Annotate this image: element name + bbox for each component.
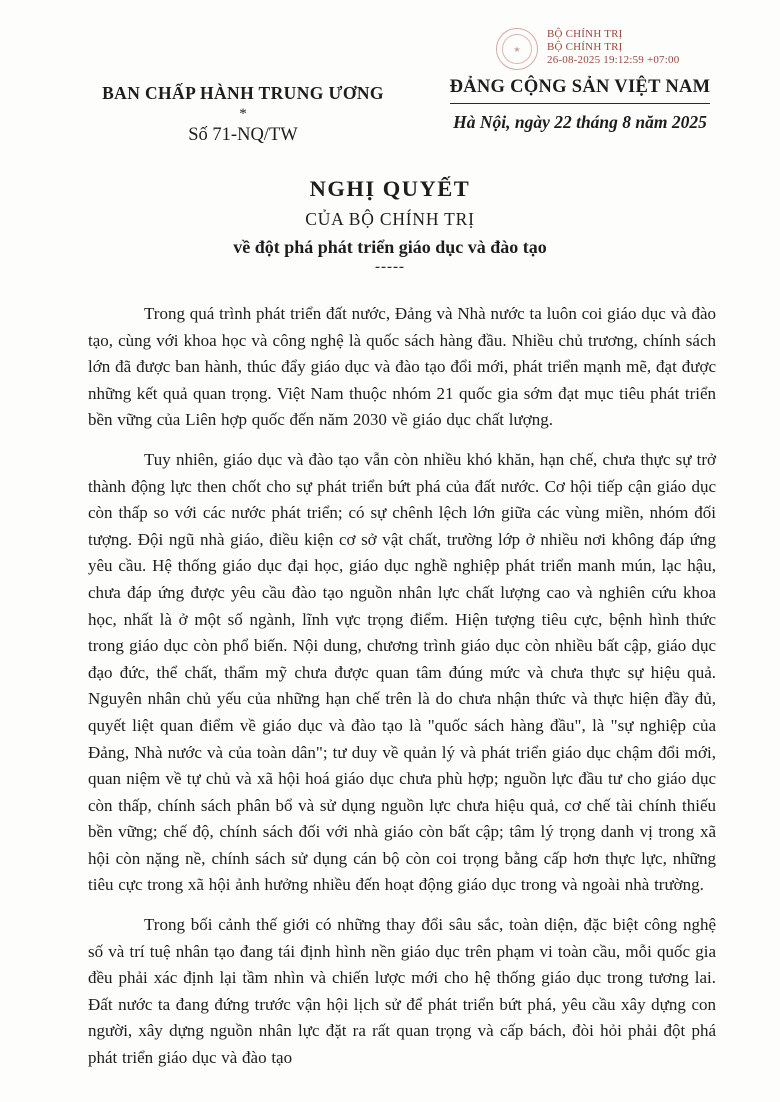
digital-signature-stamp [496, 28, 679, 70]
title-divider: ----- [375, 259, 405, 275]
document-body [88, 301, 716, 1085]
document-title: NGHỊ QUYẾT [309, 176, 471, 201]
body-paragraph-2: Tuy nhiên, giáo dục và đào tạo vẫn còn nhiều khó khăn, hạn chế, chưa thực sự trở thành động lực then chốt cho sự phát triển bứt phá của đất nước. Cơ hội tiếp cận giáo dục còn thấp so với các nước phát triển; có sự chênh lệch lớn giữa các vùng miền, nhóm đối tượng. Đội ngũ nhà giáo, điều kiện cơ sở vật chất, trường lớp ở nhiều nơi không đáp ứng yêu cầu. Hệ thống giáo dục đại học, giáo dục nghề nghiệp phát triển manh mún, lạc hậu, chưa đáp ứng được yêu cầu đào tạo nguồn nhân lực chất lượng cao và nghiên cứu khoa học, nhất là ở một số ngành, lĩnh vực trọng điểm. Hiện tượng tiêu cực, bệnh hình thức trong giáo dục còn phổ biến. Nội dung, chương trình giáo dục còn nhiều bất cập, giáo dục đạo đức, thể chất, thẩm mỹ chưa được quan tâm đúng mức và chưa thực sự hiệu quả. Nguyên nhân chủ yếu của những hạn chế trên là do chưa nhận thức và thực hiện đầy đủ, quyết liệt quan điểm về giáo dục và đào tạo là "quốc sách hàng đầu", là "sự nghiệp của Đảng, Nhà nước và của toàn dân"; tư duy về quản lý và phát triển giáo dục chậm đổi mới, quan niệm về tự chủ và xã hội hoá giáo dục chưa phù hợp; nguồn lực đầu tư cho giáo dục còn thấp, chính sách phân bổ và sử dụng nguồn lực chưa hiệu quả, cơ chế tài chính thiếu bền vững; chế độ, chính sách đối với nhà giáo còn bất cập; tâm lý trọng danh vị trong xã hội còn nặng nề, chính sách sử dụng cán bộ còn coi trọng bằng cấp hơn thực lực, những tiêu cực trong xã hội ảnh hưởng nhiều đến hoạt động giáo dục trong và ngoài nhà trường. [88, 449, 716, 895]
org-star-separator: * [239, 106, 247, 122]
letterhead-right [424, 77, 736, 133]
issuing-org-name: BAN CHẤP HÀNH TRUNG ƯƠNG [102, 83, 384, 103]
body-paragraph-3: Trong bối cảnh thế giới có những thay đổi sâu sắc, toàn diện, đặc biệt công nghệ số và trí tuệ nhân tạo đang tái định hình nền giáo dục trên phạm vi toàn cầu, mỗi quốc gia đều phải xác định lại tầm nhìn và chiến lược mới cho hệ thống giáo dục trong tương lai. Đất nước ta đang đứng trước vận hội lịch sử để phát triển bứt phá, yêu cầu xây dựng con người, xây dựng nguồn nhân lực đặt ra rất quan trọng và cấp bách, đòi hỏi phải đột phá phát triển giáo dục và đào tạo [88, 915, 716, 1068]
title-block [0, 176, 780, 276]
signature-signer-line1: BỘ CHÍNH TRỊ [547, 28, 623, 40]
signature-timestamp: 26-08-2025 19:12:59 +07:00 [547, 54, 680, 66]
signature-text-block [547, 28, 679, 67]
party-seal-icon [496, 28, 538, 70]
document-subject: về đột phá phát triển giáo dục và đào tạo [233, 237, 547, 257]
letterhead-left [62, 83, 424, 146]
document-number: Số 71-NQ/TW [188, 125, 298, 145]
place-date-line: Hà Nội, ngày 22 tháng 8 năm 2025 [453, 112, 707, 132]
seal-star-icon: ★ [513, 44, 521, 54]
party-seal-inner-ring [502, 34, 532, 64]
signature-signer-line2: BỘ CHÍNH TRỊ [547, 41, 623, 53]
document-title-issuer: CỦA BỘ CHÍNH TRỊ [305, 209, 475, 229]
party-name-heading: ĐẢNG CỘNG SẢN VIỆT NAM [450, 77, 711, 104]
body-paragraph-1: Trong quá trình phát triển đất nước, Đảng và Nhà nước ta luôn coi giáo dục và đào tạo, cùng với khoa học và công nghệ là quốc sách hàng đầu. Nhiều chủ trương, chính sách lớn đã được ban hành, thúc đẩy giáo dục và đào tạo đổi mới, phát triển mạnh mẽ, đạt được những kết quả quan trọng. Việt Nam thuộc nhóm 21 quốc gia sớm đạt mục tiêu phát triển bền vững của Liên hợp quốc đến năm 2030 về giáo dục chất lượng. [88, 304, 716, 430]
